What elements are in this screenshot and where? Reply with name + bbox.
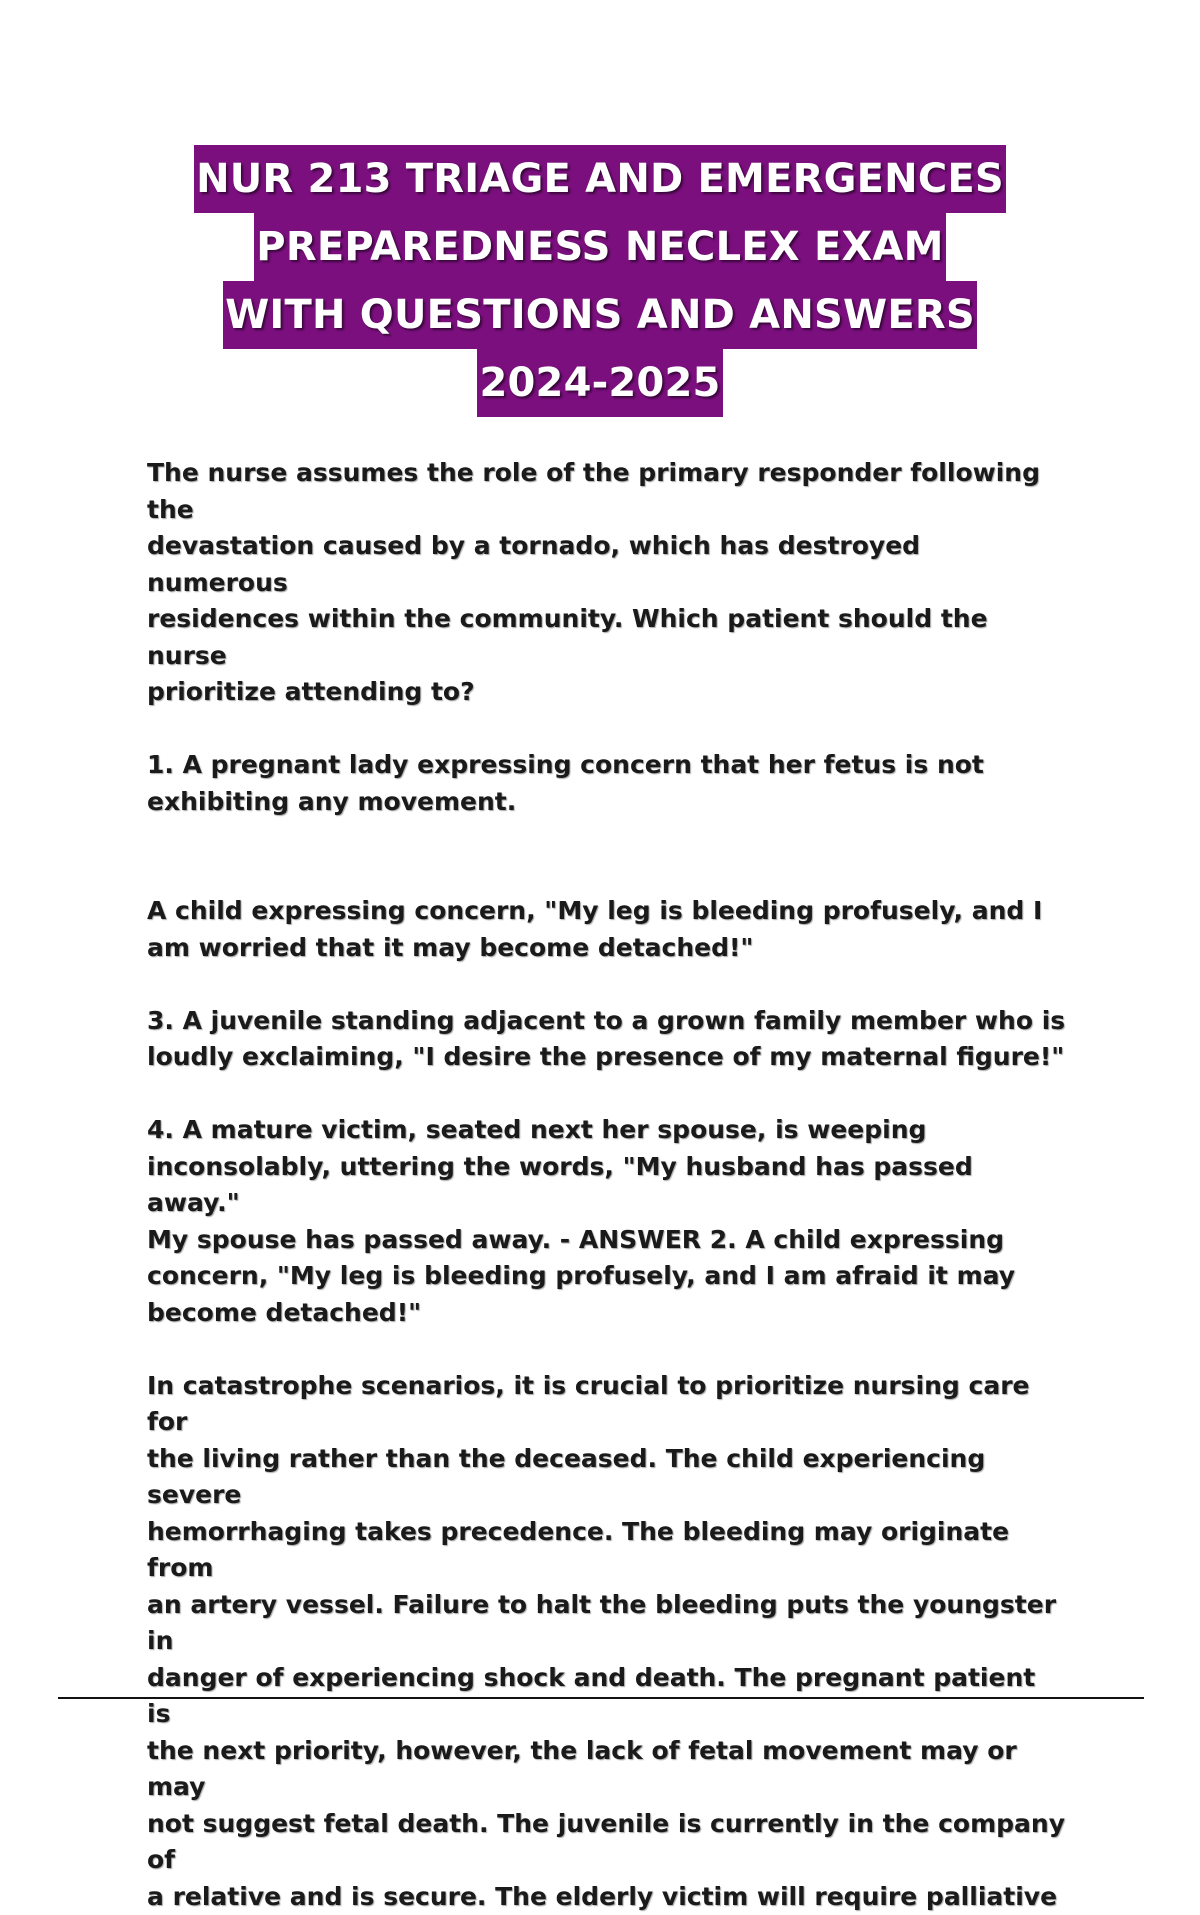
- title-line: [0, 281, 1200, 349]
- spacer: [147, 711, 1067, 748]
- document-title: [0, 145, 1200, 417]
- title-line: [0, 349, 1200, 417]
- spacer: [147, 966, 1067, 1003]
- spacer: [147, 1331, 1067, 1368]
- title-line-3: WITH QUESTIONS AND ANSWERS: [223, 281, 977, 349]
- document-body: [147, 455, 1067, 1915]
- answer-option-3: 3. A juvenile standing adjacent to a grown family member who is loudly exclaiming, "I desire the presence of my maternal figure!": [147, 1003, 1067, 1076]
- answer-option-2: A child expressing concern, "My leg is bleeding profusely, and I am worried that it may become detached!": [147, 893, 1067, 966]
- page-bottom-rule: [58, 1697, 1144, 1699]
- title-line-1: NUR 213 TRIAGE AND EMERGENCES: [194, 145, 1006, 213]
- spacer: [147, 820, 1067, 893]
- title-line: [0, 145, 1200, 213]
- title-line: [0, 213, 1200, 281]
- spacer: [147, 1076, 1067, 1113]
- title-line-4: 2024-2025: [477, 349, 722, 417]
- question-stem: The nurse assumes the role of the primary responder following the devastation caused by a tornado, which has destroyed numerous residences within the community. Which patient should the nurse prioritize attending to?: [147, 455, 1067, 711]
- title-line-2: PREPAREDNESS NECLEX EXAM: [254, 213, 945, 281]
- answer-option-1: 1. A pregnant lady expressing concern that her fetus is not exhibiting any movement.: [147, 747, 1067, 820]
- rationale-paragraph: In catastrophe scenarios, it is crucial to prioritize nursing care for the living rather than the deceased. The child experiencing severe hemorrhaging takes precedence. The bleeding may originate from an artery vessel. Failure to halt the bleeding puts the youngster in danger of experiencing shock and death. The pregnant patient is the next priority, however, the lack of fetal movement may or may not suggest fetal death. The juvenile is currently in the company of a relative and is secure. The elderly victim will require palliative: [147, 1368, 1067, 1915]
- answer-option-4-and-answer: 4. A mature victim, seated next her spouse, is weeping inconsolably, uttering the words, "My husband has passed away." My spouse has passed away. - ANSWER 2. A child expressing concern, "My leg is bleeding profusely, and I am afraid it may become detached!": [147, 1112, 1067, 1331]
